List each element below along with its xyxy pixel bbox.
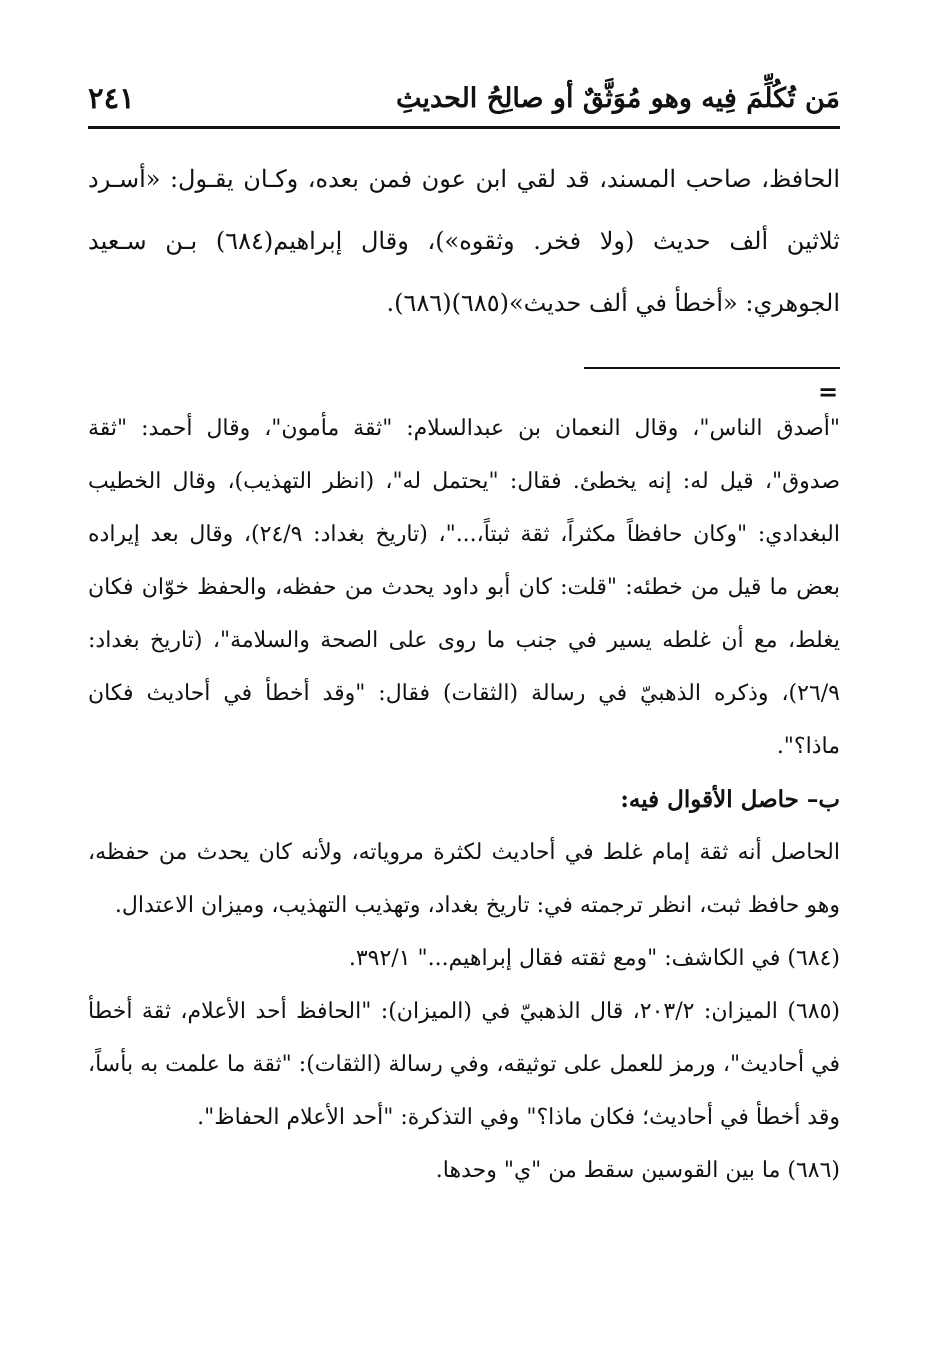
footnote-684 (88, 932, 840, 985)
footnote-number: (٦٨٥) (787, 999, 840, 1024)
section-text: الحاصل أنه ثقة إمام غلط في أحاديث لكثرة مروياته، ولأنه كان يحدث من حفظه، وهو حافظ ثبت، انظر ترجمته في: تاريخ بغداد، وتهذيب التهذيب، وميزان الاعتدال. (88, 840, 840, 918)
footnote-685 (88, 985, 840, 1144)
footnote-continuation: "أصدق الناس"، وقال النعمان بن عبدالسلام: "ثقة مأمون"، وقال أحمد: "ثقة صدوق"، قيل له: إنه يخطئ. فقال: "يحتمل له"، (انظر التهذيب)، وقال الخطيب البغدادي: "وكان حافظاً مكثراً، ثقة ثبتاً،..."، (تاريخ بغداد: ٢٤/٩)، وقال بعد إيراده بعض ما قيل من خطئه: "قلت: كان أبو داود يحدث من حفظه، والحفظ خوّان فكان يغلط، مع أن غلطه يسير في جنب ما روى على الصحة والسلامة"، (تاريخ بغداد: ٢٦/٩)، وذكره الذهبيّ في رسالة (الثقات) فقال: "وقد أخطأ في أحاديث فكان ماذا؟". (88, 416, 840, 759)
footnote-separator (584, 367, 840, 369)
running-header (88, 70, 840, 129)
main-text (88, 148, 840, 334)
footnote-686 (88, 1144, 840, 1197)
footnote-text: في الكاشف: "ومع ثقته فقال إبراهيم..." ٣٩٢/١. (348, 946, 781, 971)
page-number: ٢٤١ (88, 81, 135, 115)
section-heading: ب– حاصل الأقوال فيه: (620, 786, 840, 813)
continuation-mark: = (817, 377, 839, 406)
footnotes-area (88, 402, 840, 1197)
footnote-text: ما بين القوسين سقط من "ي" وحدها. (435, 1158, 781, 1183)
footnote-number: (٦٨٦) (787, 1158, 840, 1183)
main-paragraph: الحافظ، صاحب المسند، قد لقي ابن عون فمن بعده، وكـان يقـول: «أسـرد ثلاثين ألف حديث (ولا فخر. وثقوه»)، وقال إبراهيم(٦٨٤) بـن سـعيد الجوهري: «أخطأ في ألف حديث»(٦٨٥)(٦٨٦). (88, 165, 841, 317)
footnote-number: (٦٨٤) (787, 946, 840, 971)
chapter-title: مَن تُكُلِّمَ فِيه وهو مُوَثَّقٌ أو صالِحُ الحديثِ (395, 82, 840, 114)
footnote-text: الميزان: ٢٠٣/٢، قال الذهبيّ في (الميزان): "الحافظ أحد الأعلام، ثقة أخطأ في أحاديث"، ورمز للعمل على توثيقه، وفي رسالة (الثقات): "ثقة ما علمت به بأساً، وقد أخطأ في أحاديث؛ فكان ماذا؟" وفي التذكرة: "أحد الأعلام الحفاظ". (88, 999, 840, 1130)
